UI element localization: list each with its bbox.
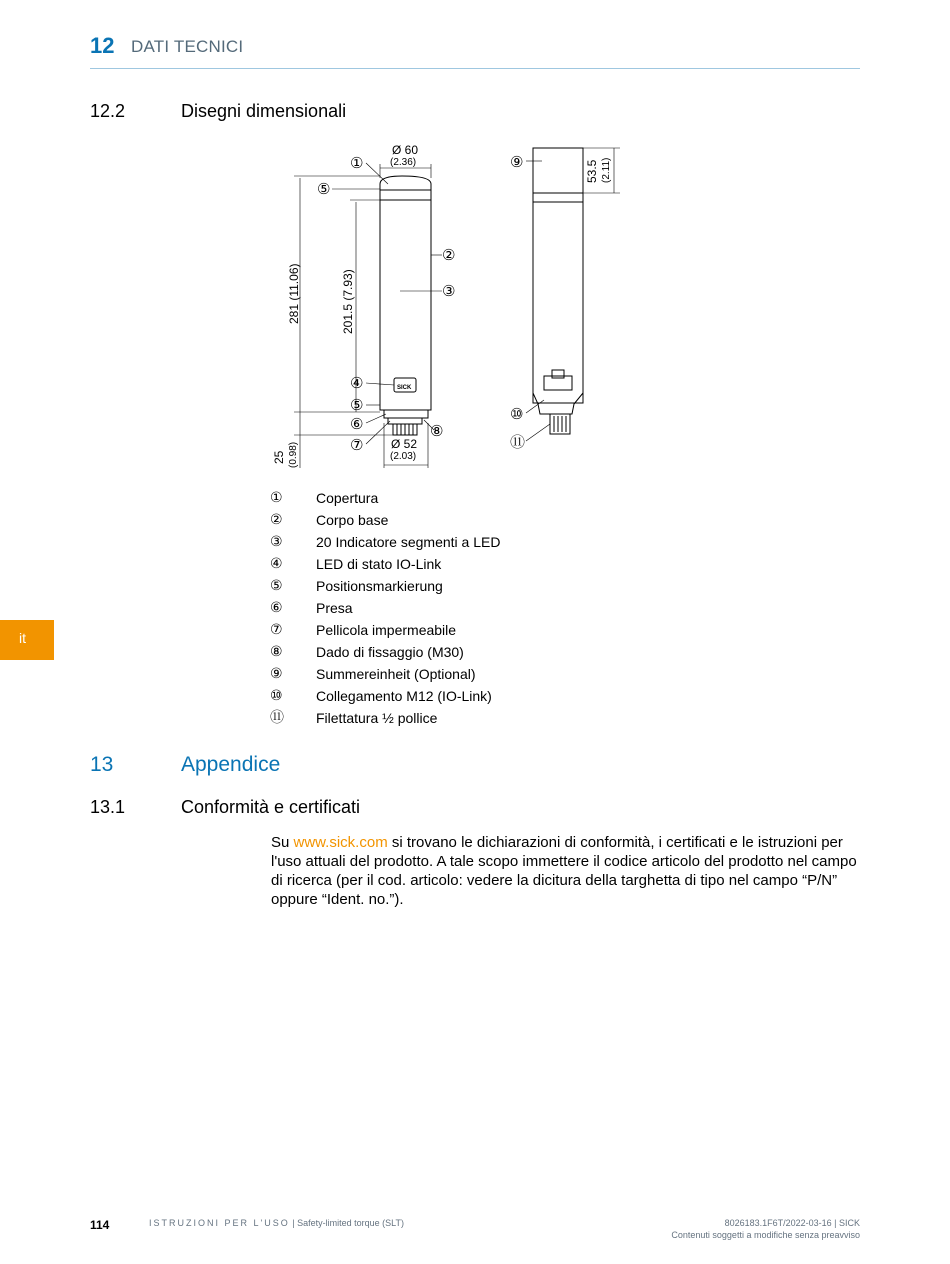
legend-text: Dado di fissaggio (M30) bbox=[316, 644, 464, 660]
legend-mark: ⑧ bbox=[270, 644, 283, 660]
language-tab-label: it bbox=[19, 630, 26, 646]
footer-right bbox=[671, 1217, 860, 1241]
footer-document bbox=[149, 1218, 404, 1228]
footer-separator: | bbox=[289, 1218, 298, 1228]
dimensional-drawing bbox=[262, 138, 632, 478]
dim-body-height: 201.5 (7.93) bbox=[341, 269, 355, 334]
dim-top-diameter: Ø 60 bbox=[392, 143, 419, 157]
callout-3: ③ bbox=[442, 282, 456, 300]
callout-10: ⑩ bbox=[510, 405, 524, 423]
dim-top-diameter-in: (2.36) bbox=[390, 157, 417, 168]
legend-text: 20 Indicatore segmenti a LED bbox=[316, 534, 501, 550]
section-number: 12.2 bbox=[90, 101, 126, 121]
callout-8: ⑧ bbox=[430, 422, 444, 440]
section-13-1-number: 13.1 bbox=[90, 797, 126, 817]
legend-mark: ① bbox=[270, 490, 283, 506]
legend-mark: ④ bbox=[270, 556, 283, 572]
legend-text: Filettatura ½ pollice bbox=[316, 710, 438, 726]
logo-text: SICK bbox=[397, 385, 412, 391]
legend-mark: ⑨ bbox=[270, 666, 283, 682]
paragraph-pre: Su bbox=[271, 834, 294, 851]
conformity-paragraph bbox=[271, 833, 863, 909]
legend-text: Collegamento M12 (IO-Link) bbox=[316, 688, 492, 704]
section-title: Disegni dimensionali bbox=[181, 101, 347, 121]
footer-note: Contenuti soggetti a modifiche senza preavviso bbox=[671, 1230, 860, 1240]
callout-2: ② bbox=[442, 246, 456, 264]
legend-text: Presa bbox=[316, 600, 353, 616]
legend-mark: ⑦ bbox=[270, 622, 283, 638]
chapter-13-title: Appendice bbox=[181, 753, 281, 776]
footer-product: Safety-limited torque (SLT) bbox=[297, 1218, 404, 1228]
legend-mark: ③ bbox=[270, 534, 283, 550]
legend-text: Corpo base bbox=[316, 512, 389, 528]
legend-mark: ⑪ bbox=[270, 710, 284, 726]
callout-5-bottom: ⑤ bbox=[350, 396, 364, 414]
legend-text: LED di stato IO-Link bbox=[316, 556, 442, 572]
language-tab bbox=[0, 620, 54, 660]
callout-11: ⑪ bbox=[510, 433, 526, 451]
chapter-title: DATI TECNICI bbox=[131, 37, 244, 56]
section-13-1-title: Conformità e certificati bbox=[181, 797, 361, 817]
dim-bottom-diameter-in: (2.03) bbox=[390, 451, 417, 462]
legend-mark: ⑤ bbox=[270, 578, 283, 594]
paragraph-post: si trovano le dichiarazioni di conformità, i certificati e le istruzioni per l'uso attuali del prodotto. A tale scopo immettere il codice articolo del prodotto nel campo di ricerca (per il cod. articolo: vedere la dicitura della targhetta di tipo nel campo “P/N” oppure “Ident. no.”). bbox=[271, 834, 857, 908]
legend-mark: ⑥ bbox=[270, 600, 283, 616]
callout-6: ⑥ bbox=[350, 415, 364, 433]
callout-7: ⑦ bbox=[350, 436, 364, 454]
page-number: 114 bbox=[90, 1218, 110, 1232]
dim-buzzer: 53.5 bbox=[585, 159, 599, 183]
legend-text: Positionsmarkierung bbox=[316, 578, 443, 594]
callout-4: ④ bbox=[350, 374, 364, 392]
legend-text: Summereinheit (Optional) bbox=[316, 666, 476, 682]
legend-mark: ⑩ bbox=[270, 688, 283, 704]
legend-text: Pellicola impermeabile bbox=[316, 622, 457, 638]
dim-thread-in: (0.98) bbox=[288, 441, 299, 468]
dim-bottom-diameter: Ø 52 bbox=[391, 437, 418, 451]
dim-thread: 25 bbox=[272, 450, 286, 464]
callout-5-top: ⑤ bbox=[317, 180, 331, 198]
callout-9: ⑨ bbox=[510, 153, 524, 171]
chapter-number: 12 bbox=[90, 33, 115, 58]
callout-1: ① bbox=[350, 154, 364, 172]
chapter-13-number: 13 bbox=[90, 753, 114, 776]
footer-doc-type: ISTRUZIONI PER L'USO bbox=[149, 1218, 290, 1228]
legend-text: Copertura bbox=[316, 490, 379, 506]
header-divider bbox=[90, 68, 860, 69]
dim-total-height: 281 (11.06) bbox=[287, 263, 301, 324]
footer-doc-id: 8026183.1F6T/2022-03-16 | SICK bbox=[724, 1218, 860, 1228]
sick-website-link[interactable]: www.sick.com bbox=[293, 834, 388, 851]
dim-buzzer-in: (2.11) bbox=[601, 157, 612, 183]
legend-mark: ② bbox=[270, 512, 283, 528]
